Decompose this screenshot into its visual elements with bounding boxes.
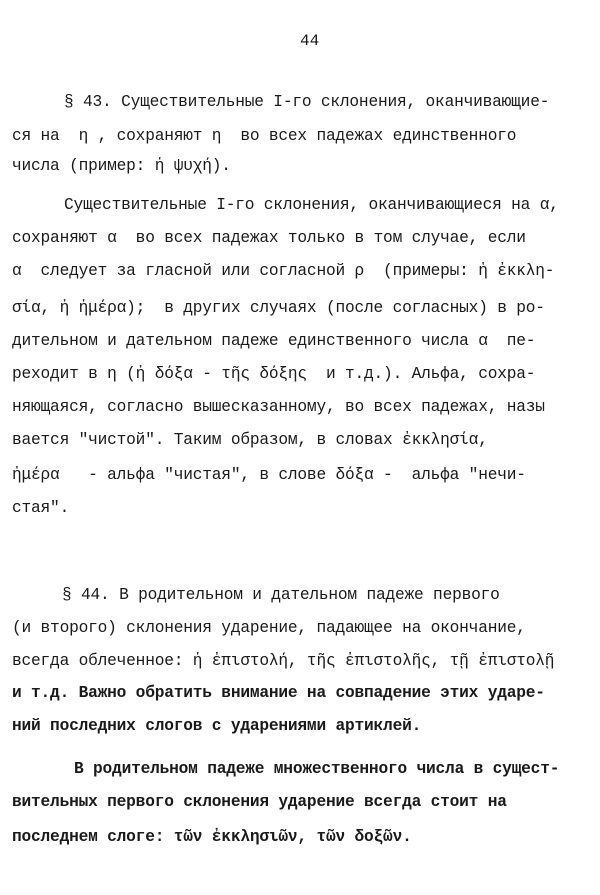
text-line: ἡμέρα - альфа "чистая", в слове δόξα - альфа "нечи- xyxy=(12,466,526,484)
text-line: и т.д. Важно обратить внимание на совпадение этих ударе- xyxy=(12,684,545,702)
text-line: дительном и дательном падеже единственного числа α пе- xyxy=(12,332,536,350)
text-line: α следует за гласной или согласной ρ (примеры: ἡ ἐκκλη- xyxy=(12,262,555,280)
text-line: числа (пример: ἡ ψυχή). xyxy=(12,157,231,175)
text-line: § 43. Существительные I-го склонения, оканчивающие- xyxy=(64,93,550,111)
text-line: стая". xyxy=(12,499,70,517)
text-line: ний последних слогов с ударениями артиклей. xyxy=(12,717,422,735)
text-line: В родительном падеже множественного числа в сущест- xyxy=(74,760,560,778)
text-line: последнем слоге: τῶν ἐκκλησιῶν, τῶν δοξῶν. xyxy=(12,828,412,846)
text-line: сохраняют α во всех падежах только в том случае, если xyxy=(12,229,526,247)
text-line: σία, ἡ ἡμέρα); в других случаях (после согласных) в ро- xyxy=(12,299,545,317)
text-line: всегда облеченное: ἡ ἐπιστολή, τῆς ἐπιστολῆς, τῇ ἐπιστολῇ xyxy=(12,652,555,670)
text-line: вается "чистой". Таким образом, в словах ἐκκλησία, xyxy=(12,431,488,449)
text-line: няющаяся, согласно вышесказанному, во всех падежах, назы xyxy=(12,398,545,416)
text-line: реходит в η (ἡ δόξα - τῆς δόξης и т.д.). Альфа, сохра- xyxy=(12,365,536,383)
text-line: Существительные I-го склонения, оканчивающиеся на α, xyxy=(64,196,559,214)
page-number: 44 xyxy=(300,32,320,50)
text-line: ся на η , сохраняют η во всех падежах единственного xyxy=(12,127,517,145)
text-line: вительных первого склонения ударение всегда стоит на xyxy=(12,793,507,811)
text-line: § 44. В родительном и дательном падеже первого xyxy=(62,586,500,604)
text-line: (и второго) склонения ударение, падающее на окончание, xyxy=(12,619,526,637)
